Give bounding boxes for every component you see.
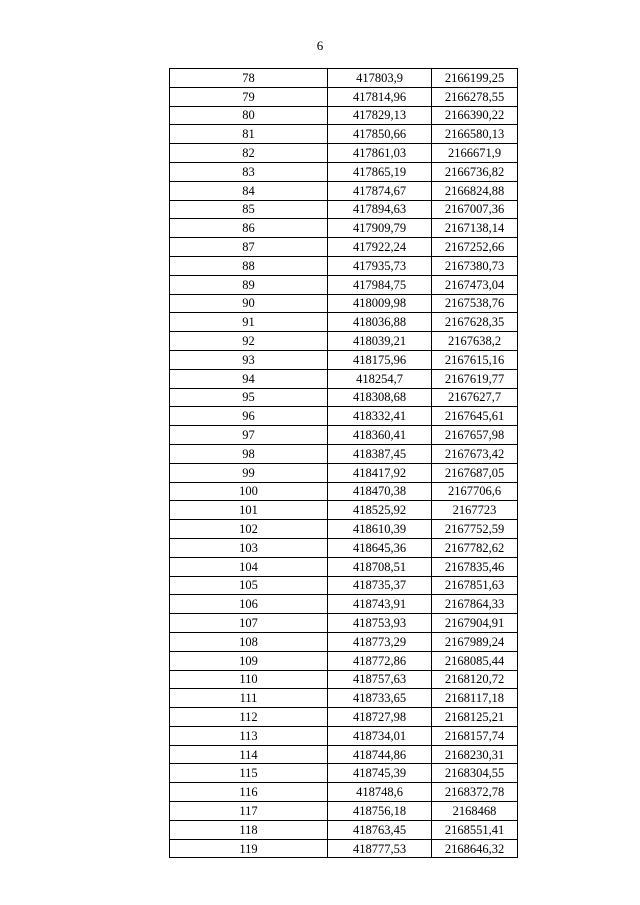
y-coordinate-cell: 2168125,21 [432, 708, 518, 727]
table-row [170, 557, 518, 576]
table-row [170, 144, 518, 163]
coordinates-table-body [170, 69, 518, 858]
table-row [170, 181, 518, 200]
x-coordinate-cell: 418735,37 [328, 576, 432, 595]
x-coordinate-cell: 418360,41 [328, 426, 432, 445]
y-coordinate-cell: 2168646,32 [432, 839, 518, 858]
y-coordinate-cell: 2167138,14 [432, 219, 518, 238]
table-row [170, 106, 518, 125]
page-number: 6 [316, 38, 324, 53]
y-coordinate-cell: 2168304,55 [432, 764, 518, 783]
point-number-cell: 108 [170, 632, 328, 651]
table-row [170, 764, 518, 783]
point-number-cell: 104 [170, 557, 328, 576]
y-coordinate-cell: 2167864,33 [432, 595, 518, 614]
table-row [170, 275, 518, 294]
y-coordinate-cell: 2166736,82 [432, 162, 518, 181]
x-coordinate-cell: 418175,96 [328, 350, 432, 369]
x-coordinate-cell: 417874,67 [328, 181, 432, 200]
x-coordinate-cell: 418756,18 [328, 802, 432, 821]
table-row [170, 708, 518, 727]
x-coordinate-cell: 417894,63 [328, 200, 432, 219]
table-row [170, 632, 518, 651]
table-row [170, 313, 518, 332]
y-coordinate-cell: 2167627,7 [432, 388, 518, 407]
y-coordinate-cell: 2167615,16 [432, 350, 518, 369]
y-coordinate-cell: 2166671,9 [432, 144, 518, 163]
table-row [170, 783, 518, 802]
point-number-cell: 78 [170, 69, 328, 88]
table-row [170, 444, 518, 463]
x-coordinate-cell: 418757,63 [328, 670, 432, 689]
y-coordinate-cell: 2167538,76 [432, 294, 518, 313]
coordinates-table [169, 68, 518, 858]
y-coordinate-cell: 2166824,88 [432, 181, 518, 200]
x-coordinate-cell: 417829,13 [328, 106, 432, 125]
point-number-cell: 91 [170, 313, 328, 332]
point-number-cell: 92 [170, 332, 328, 351]
point-number-cell: 88 [170, 256, 328, 275]
x-coordinate-cell: 417861,03 [328, 144, 432, 163]
point-number-cell: 89 [170, 275, 328, 294]
y-coordinate-cell: 2167989,24 [432, 632, 518, 651]
y-coordinate-cell: 2167619,77 [432, 369, 518, 388]
y-coordinate-cell: 2168120,72 [432, 670, 518, 689]
point-number-cell: 90 [170, 294, 328, 313]
y-coordinate-cell: 2168157,74 [432, 726, 518, 745]
y-coordinate-cell: 2167723 [432, 501, 518, 520]
table-row [170, 726, 518, 745]
x-coordinate-cell: 418039,21 [328, 332, 432, 351]
point-number-cell: 117 [170, 802, 328, 821]
point-number-cell: 82 [170, 144, 328, 163]
point-number-cell: 110 [170, 670, 328, 689]
table-row [170, 369, 518, 388]
x-coordinate-cell: 418254,7 [328, 369, 432, 388]
table-row [170, 294, 518, 313]
y-coordinate-cell: 2167380,73 [432, 256, 518, 275]
table-row [170, 538, 518, 557]
table-row [170, 256, 518, 275]
point-number-cell: 119 [170, 839, 328, 858]
point-number-cell: 112 [170, 708, 328, 727]
x-coordinate-cell: 418744,86 [328, 745, 432, 764]
point-number-cell: 118 [170, 820, 328, 839]
x-coordinate-cell: 417984,75 [328, 275, 432, 294]
table-row [170, 350, 518, 369]
y-coordinate-cell: 2168468 [432, 802, 518, 821]
y-coordinate-cell: 2166580,13 [432, 125, 518, 144]
table-row [170, 651, 518, 670]
x-coordinate-cell: 417865,19 [328, 162, 432, 181]
x-coordinate-cell: 417850,66 [328, 125, 432, 144]
y-coordinate-cell: 2166278,55 [432, 87, 518, 106]
x-coordinate-cell: 418727,98 [328, 708, 432, 727]
table-row [170, 463, 518, 482]
x-coordinate-cell: 418470,38 [328, 482, 432, 501]
table-row [170, 219, 518, 238]
y-coordinate-cell: 2166390,22 [432, 106, 518, 125]
table-row [170, 238, 518, 257]
point-number-cell: 111 [170, 689, 328, 708]
x-coordinate-cell: 417814,96 [328, 87, 432, 106]
y-coordinate-cell: 2167752,59 [432, 520, 518, 539]
table-row [170, 745, 518, 764]
point-number-cell: 115 [170, 764, 328, 783]
point-number-cell: 96 [170, 407, 328, 426]
point-number-cell: 109 [170, 651, 328, 670]
y-coordinate-cell: 2167673,42 [432, 444, 518, 463]
y-coordinate-cell: 2167657,98 [432, 426, 518, 445]
table-row [170, 482, 518, 501]
x-coordinate-cell: 418745,39 [328, 764, 432, 783]
table-row [170, 595, 518, 614]
y-coordinate-cell: 2167638,2 [432, 332, 518, 351]
table-row [170, 200, 518, 219]
table-row [170, 802, 518, 821]
x-coordinate-cell: 418773,29 [328, 632, 432, 651]
y-coordinate-cell: 2167628,35 [432, 313, 518, 332]
y-coordinate-cell: 2167687,05 [432, 463, 518, 482]
table-row [170, 614, 518, 633]
x-coordinate-cell: 418009,98 [328, 294, 432, 313]
point-number-cell: 86 [170, 219, 328, 238]
y-coordinate-cell: 2167904,91 [432, 614, 518, 633]
x-coordinate-cell: 418525,92 [328, 501, 432, 520]
x-coordinate-cell: 418748,6 [328, 783, 432, 802]
x-coordinate-cell: 418753,93 [328, 614, 432, 633]
point-number-cell: 83 [170, 162, 328, 181]
y-coordinate-cell: 2168117,18 [432, 689, 518, 708]
x-coordinate-cell: 417935,73 [328, 256, 432, 275]
table-row [170, 520, 518, 539]
point-number-cell: 106 [170, 595, 328, 614]
y-coordinate-cell: 2168230,31 [432, 745, 518, 764]
x-coordinate-cell: 418036,88 [328, 313, 432, 332]
y-coordinate-cell: 2167252,66 [432, 238, 518, 257]
point-number-cell: 87 [170, 238, 328, 257]
table-row [170, 839, 518, 858]
y-coordinate-cell: 2167473,04 [432, 275, 518, 294]
point-number-cell: 116 [170, 783, 328, 802]
point-number-cell: 94 [170, 369, 328, 388]
point-number-cell: 81 [170, 125, 328, 144]
x-coordinate-cell: 418733,65 [328, 689, 432, 708]
point-number-cell: 95 [170, 388, 328, 407]
y-coordinate-cell: 2167007,36 [432, 200, 518, 219]
point-number-cell: 93 [170, 350, 328, 369]
x-coordinate-cell: 418332,41 [328, 407, 432, 426]
point-number-cell: 113 [170, 726, 328, 745]
x-coordinate-cell: 417922,24 [328, 238, 432, 257]
table-row [170, 388, 518, 407]
point-number-cell: 85 [170, 200, 328, 219]
x-coordinate-cell: 418743,91 [328, 595, 432, 614]
y-coordinate-cell: 2168372,78 [432, 783, 518, 802]
table-row [170, 689, 518, 708]
point-number-cell: 97 [170, 426, 328, 445]
table-row [170, 576, 518, 595]
table-row [170, 426, 518, 445]
x-coordinate-cell: 417803,9 [328, 69, 432, 88]
point-number-cell: 99 [170, 463, 328, 482]
x-coordinate-cell: 418645,36 [328, 538, 432, 557]
y-coordinate-cell: 2168551,41 [432, 820, 518, 839]
table-row [170, 501, 518, 520]
x-coordinate-cell: 418734,01 [328, 726, 432, 745]
x-coordinate-cell: 418772,86 [328, 651, 432, 670]
point-number-cell: 84 [170, 181, 328, 200]
y-coordinate-cell: 2168085,44 [432, 651, 518, 670]
point-number-cell: 114 [170, 745, 328, 764]
point-number-cell: 105 [170, 576, 328, 595]
point-number-cell: 107 [170, 614, 328, 633]
table-row [170, 87, 518, 106]
y-coordinate-cell: 2167835,46 [432, 557, 518, 576]
table-row [170, 332, 518, 351]
y-coordinate-cell: 2167782,62 [432, 538, 518, 557]
y-coordinate-cell: 2167645,61 [432, 407, 518, 426]
point-number-cell: 101 [170, 501, 328, 520]
table-row [170, 407, 518, 426]
x-coordinate-cell: 418708,51 [328, 557, 432, 576]
x-coordinate-cell: 418417,92 [328, 463, 432, 482]
x-coordinate-cell: 418763,45 [328, 820, 432, 839]
table-row [170, 69, 518, 88]
x-coordinate-cell: 418387,45 [328, 444, 432, 463]
point-number-cell: 102 [170, 520, 328, 539]
point-number-cell: 80 [170, 106, 328, 125]
x-coordinate-cell: 418308,68 [328, 388, 432, 407]
x-coordinate-cell: 417909,79 [328, 219, 432, 238]
table-row [170, 820, 518, 839]
y-coordinate-cell: 2167706,6 [432, 482, 518, 501]
point-number-cell: 98 [170, 444, 328, 463]
x-coordinate-cell: 418610,39 [328, 520, 432, 539]
table-row [170, 162, 518, 181]
y-coordinate-cell: 2166199,25 [432, 69, 518, 88]
x-coordinate-cell: 418777,53 [328, 839, 432, 858]
point-number-cell: 103 [170, 538, 328, 557]
point-number-cell: 79 [170, 87, 328, 106]
table-row [170, 670, 518, 689]
table-row [170, 125, 518, 144]
point-number-cell: 100 [170, 482, 328, 501]
y-coordinate-cell: 2167851,63 [432, 576, 518, 595]
